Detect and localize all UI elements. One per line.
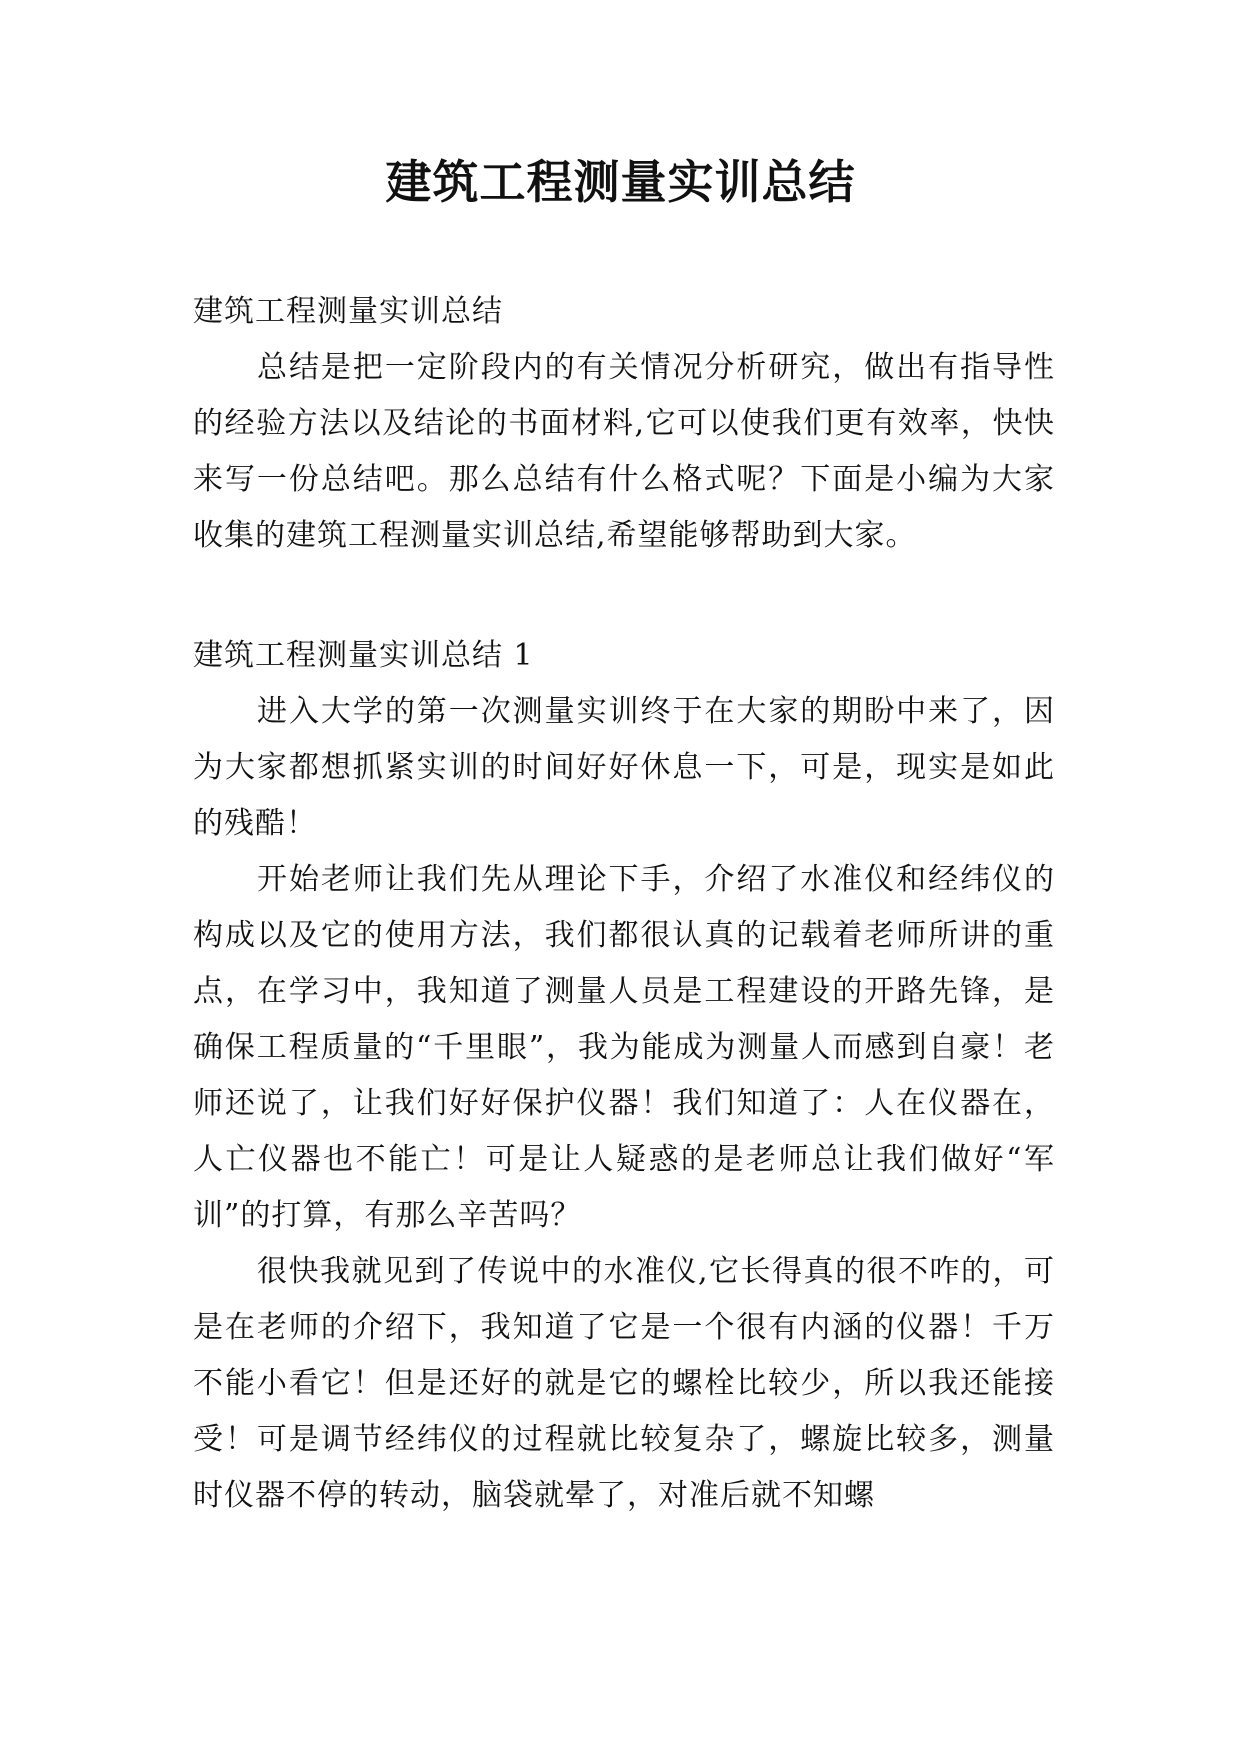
- section-1-heading: 建筑工程测量实训总结 1: [193, 638, 534, 673]
- section-spacer: [193, 564, 1055, 628]
- document-title: 建筑工程测量实训总结: [385, 155, 856, 209]
- body-paragraph: 进入大学的第一次测量实训终于在大家的期盼中来了，因为大家都想抓紧实训的时间好好休息一下，可是，现实是如此的残酷！: [193, 694, 1055, 841]
- intro-paragraph: 总结是把一定阶段内的有关情况分析研究，做出有指导性的经验方法以及结论的书面材料,它可以使我们更有效率，快快来写一份总结吧。那么总结有什么格式呢？下面是小编为大家收集的建筑工程测量实训总结,希望能够帮助到大家。: [193, 350, 1055, 553]
- body-paragraph: 很快我就见到了传说中的水准仪,它长得真的很不咋的，可是在老师的介绍下，我知道了它是一个很有内涵的仪器！千万不能小看它！但是还好的就是它的螺栓比较少，所以我还能接受！可是调节经纬仪的过程就比较复杂了，螺旋比较多，测量时仪器不停的转动，脑袋就晕了，对准后就不知螺: [193, 1254, 1055, 1513]
- body-paragraph: 开始老师让我们先从理论下手，介绍了水准仪和经纬仪的构成以及它的使用方法，我们都很认真的记载着老师所讲的重点，在学习中，我知道了测量人员是工程建设的开路先锋，是确保工程质量的“千里眼”，我为能成为测量人而感到自豪！老师还说了，让我们好好保护仪器！我们知道了：人在仪器在，人亡仪器也不能亡！可是让人疑惑的是老师总让我们做好“军训”的打算，有那么辛苦吗？: [193, 862, 1055, 1233]
- intro-heading: 建筑工程测量实训总结: [193, 294, 503, 329]
- document-body: [193, 284, 1055, 1524]
